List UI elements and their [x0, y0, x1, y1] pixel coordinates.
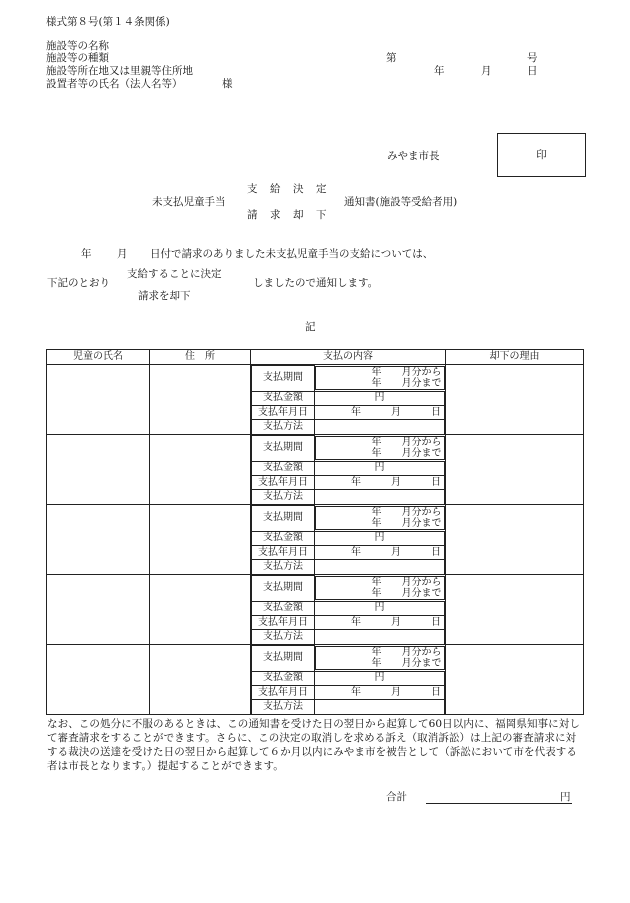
amount-value[interactable]: [315, 461, 445, 475]
period-to: 年 月分まで: [371, 447, 442, 459]
address-cell[interactable]: [150, 435, 251, 505]
child-name-cell[interactable]: [47, 575, 150, 645]
amount-value[interactable]: [315, 671, 445, 685]
child-name-cell[interactable]: [47, 505, 150, 575]
header-reject-reason: 却下の理由: [446, 350, 584, 365]
total-label: 合計: [386, 791, 407, 803]
method-label: 支払方法: [252, 700, 315, 714]
method-label: 支払方法: [252, 420, 315, 434]
table-row: [47, 645, 584, 715]
pay-date-value[interactable]: 年 月 日: [315, 545, 445, 559]
amount-label: 支払金額: [252, 461, 315, 475]
payment-content-cell: [251, 365, 446, 435]
body-year: 年: [81, 248, 92, 260]
reject-reason-cell[interactable]: [446, 505, 584, 575]
period-value[interactable]: [315, 366, 445, 390]
owner-name-label: 設置者等の氏名（法人名等）: [46, 78, 183, 90]
header-address: 住 所: [150, 350, 251, 365]
period-label: 支払期間: [252, 506, 315, 532]
facility-address-label: 施設等所在地又は里親等住所地: [46, 65, 193, 77]
facility-type-label: 施設等の種類: [46, 52, 109, 64]
amount-label: 支払金額: [252, 671, 315, 685]
method-value[interactable]: [315, 490, 445, 504]
body-choice-reject: 請求を却下: [138, 290, 191, 302]
yen-unit: 円: [374, 672, 385, 684]
sama-label: 様: [222, 78, 233, 90]
period-to: 年 月分まで: [371, 657, 442, 669]
table-row: [47, 505, 584, 575]
period-value[interactable]: [315, 646, 445, 670]
yen-unit: 円: [374, 392, 385, 404]
header-child-name: 児童の氏名: [47, 350, 150, 365]
pay-date-value[interactable]: 年 月 日: [315, 405, 445, 419]
payment-content-cell: [251, 645, 446, 715]
period-value[interactable]: [315, 576, 445, 600]
period-value[interactable]: [315, 506, 445, 530]
total-yen: 円: [560, 791, 571, 803]
reject-reason-cell[interactable]: [446, 365, 584, 435]
header-payment-content: 支払の内容: [251, 350, 446, 365]
date-month: 月: [481, 65, 492, 77]
document-no-suffix: 号: [527, 52, 538, 64]
pay-date-label: 支払年月日: [252, 615, 315, 629]
reject-reason-cell[interactable]: [446, 575, 584, 645]
period-to: 年 月分まで: [371, 377, 442, 389]
period-value[interactable]: [315, 436, 445, 460]
date-year: 年: [434, 65, 445, 77]
period-from: 年 月分から: [371, 576, 442, 588]
yen-unit: 円: [374, 462, 385, 474]
method-label: 支払方法: [252, 560, 315, 574]
address-cell[interactable]: [150, 365, 251, 435]
table-row: [47, 575, 584, 645]
body-lead: 下記のとおり: [47, 277, 110, 289]
child-name-cell[interactable]: [47, 435, 150, 505]
amount-value[interactable]: [315, 531, 445, 545]
method-value[interactable]: [315, 420, 445, 434]
title-left: 未支払児童手当: [152, 196, 226, 208]
amount-value[interactable]: [315, 601, 445, 615]
payment-table: [46, 349, 584, 715]
seal-box: [497, 133, 586, 177]
child-name-cell[interactable]: [47, 365, 150, 435]
reject-reason-cell[interactable]: [446, 435, 584, 505]
table-row: [47, 435, 584, 505]
period-from: 年 月分から: [371, 646, 442, 658]
body-month: 月: [117, 248, 128, 260]
payment-content-cell: [251, 505, 446, 575]
address-cell[interactable]: [150, 575, 251, 645]
mayor-label: みやま市長: [387, 150, 440, 162]
body-tail: しましたので通知します。: [253, 277, 379, 289]
period-label: 支払期間: [252, 646, 315, 672]
reject-reason-cell[interactable]: [446, 645, 584, 715]
document-no-prefix: 第: [386, 52, 397, 64]
period-label: 支払期間: [252, 576, 315, 602]
total-underline[interactable]: [426, 803, 572, 804]
method-value[interactable]: [315, 630, 445, 644]
period-label: 支払期間: [252, 436, 315, 462]
body-sentence: 日付で請求のありました未支払児童手当の支給については、: [150, 248, 434, 260]
facility-name-label: 施設等の名称: [46, 40, 109, 52]
method-value[interactable]: [315, 700, 445, 714]
pay-date-label: 支払年月日: [252, 475, 315, 489]
period-label: 支払期間: [252, 366, 315, 392]
child-name-cell[interactable]: [47, 645, 150, 715]
period-from: 年 月分から: [371, 506, 442, 518]
pay-date-label: 支払年月日: [252, 545, 315, 559]
amount-label: 支払金額: [252, 531, 315, 545]
pay-date-label: 支払年月日: [252, 685, 315, 699]
period-from: 年 月分から: [371, 366, 442, 378]
title-decide: 支 給 決 定: [247, 183, 328, 195]
address-cell[interactable]: [150, 645, 251, 715]
title-right: 通知書(施設等受給者用): [344, 196, 458, 208]
method-label: 支払方法: [252, 630, 315, 644]
title-reject: 請 求 却 下: [247, 209, 328, 221]
payment-content-cell: [251, 435, 446, 505]
date-day: 日: [527, 65, 538, 77]
pay-date-value[interactable]: 年 月 日: [315, 615, 445, 629]
period-to: 年 月分まで: [371, 587, 442, 599]
payment-content-cell: [251, 575, 446, 645]
period-to: 年 月分まで: [371, 517, 442, 529]
table-header-row: [47, 350, 584, 365]
body-choice-decide: 支給することに決定: [127, 268, 222, 280]
pay-date-label: 支払年月日: [252, 405, 315, 419]
address-cell[interactable]: [150, 505, 251, 575]
amount-label: 支払金額: [252, 391, 315, 405]
ki-label: 記: [305, 321, 316, 333]
period-from: 年 月分から: [371, 436, 442, 448]
method-value[interactable]: [315, 560, 445, 574]
amount-label: 支払金額: [252, 601, 315, 615]
pay-date-value[interactable]: 年 月 日: [315, 475, 445, 489]
amount-value[interactable]: [315, 391, 445, 405]
appeal-note: なお、この処分に不服のあるときは、この通知書を受けた日の翌日から起算して60日以内に、福岡県知事に対して審査請求をすることができます。さらに、この決定の取消しを求める訴え（取消訴訟）は上記の審査請求に対する裁決の送達を受けた日の翌日から起算して６か月以内にみやま市を被告として（訴訟において市を代表する者は市長となります。）提起することができます。: [47, 718, 580, 772]
form-number: 様式第８号(第１４条関係): [46, 16, 170, 28]
pay-date-value[interactable]: 年 月 日: [315, 685, 445, 699]
yen-unit: 円: [374, 602, 385, 614]
seal-label: 印: [536, 149, 547, 161]
yen-unit: 円: [374, 532, 385, 544]
method-label: 支払方法: [252, 490, 315, 504]
table-row: [47, 365, 584, 435]
